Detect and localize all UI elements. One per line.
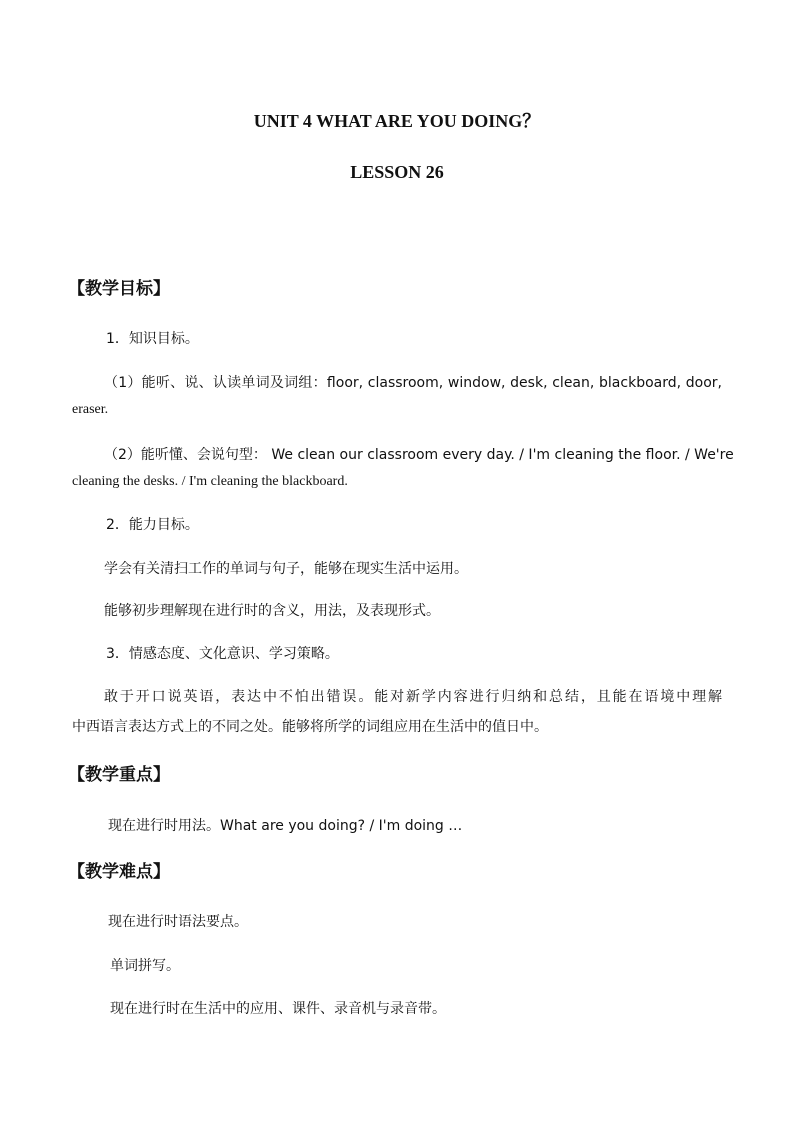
attitude-goal-label: 3．情感态度、文化意识、学习策略。 (106, 646, 339, 662)
vocab-line-1: （1）能听、说、认读单词及词组：floor, classroom, window, desk, clean, blackboard, door, (104, 375, 722, 391)
difficulty-line-2: 单词拼写。 (110, 958, 180, 974)
sentence-line-1: （2）能听懂、会说句型： We clean our classroom every day. / I'm cleaning the floor. / We're (104, 447, 734, 463)
attitude-line-1: 敢于开口说英语，表达中不怕出错误。能对新学内容进行归纳和总结，且能在语境中理解 (104, 689, 722, 705)
difficulty-line-1: 现在进行时语法要点。 (108, 914, 248, 930)
ability-line-2: 能够初步理解现在进行时的含义，用法，及表现形式。 (104, 603, 440, 619)
ability-line-1: 学会有关清扫工作的单词与句子，能够在现实生活中运用。 (104, 561, 468, 577)
difficulties-heading: 【教学难点】 (68, 862, 170, 882)
key-points-heading: 【教学重点】 (68, 765, 170, 785)
knowledge-goal-label: 1．知识目标。 (106, 331, 199, 347)
lesson-title: LESSON 26 (350, 162, 444, 182)
key-points-text: 现在进行时用法。What are you doing? / I'm doing … (108, 818, 463, 834)
goals-heading: 【教学目标】 (68, 279, 170, 299)
unit-title: UNIT 4 WHAT ARE YOU DOING？ (253, 111, 541, 131)
ability-goal-label: 2．能力目标。 (106, 517, 199, 533)
sentence-line-2: cleaning the desks. / I'm cleaning the blackboard. (72, 474, 348, 489)
difficulty-line-3: 现在进行时在生活中的应用、课件、录音机与录音带。 (110, 1001, 446, 1017)
vocab-line-2: eraser. (72, 402, 109, 417)
attitude-line-2: 中西语言表达方式上的不同之处。能够将所学的词组应用在生活中的值日中。 (72, 719, 548, 735)
